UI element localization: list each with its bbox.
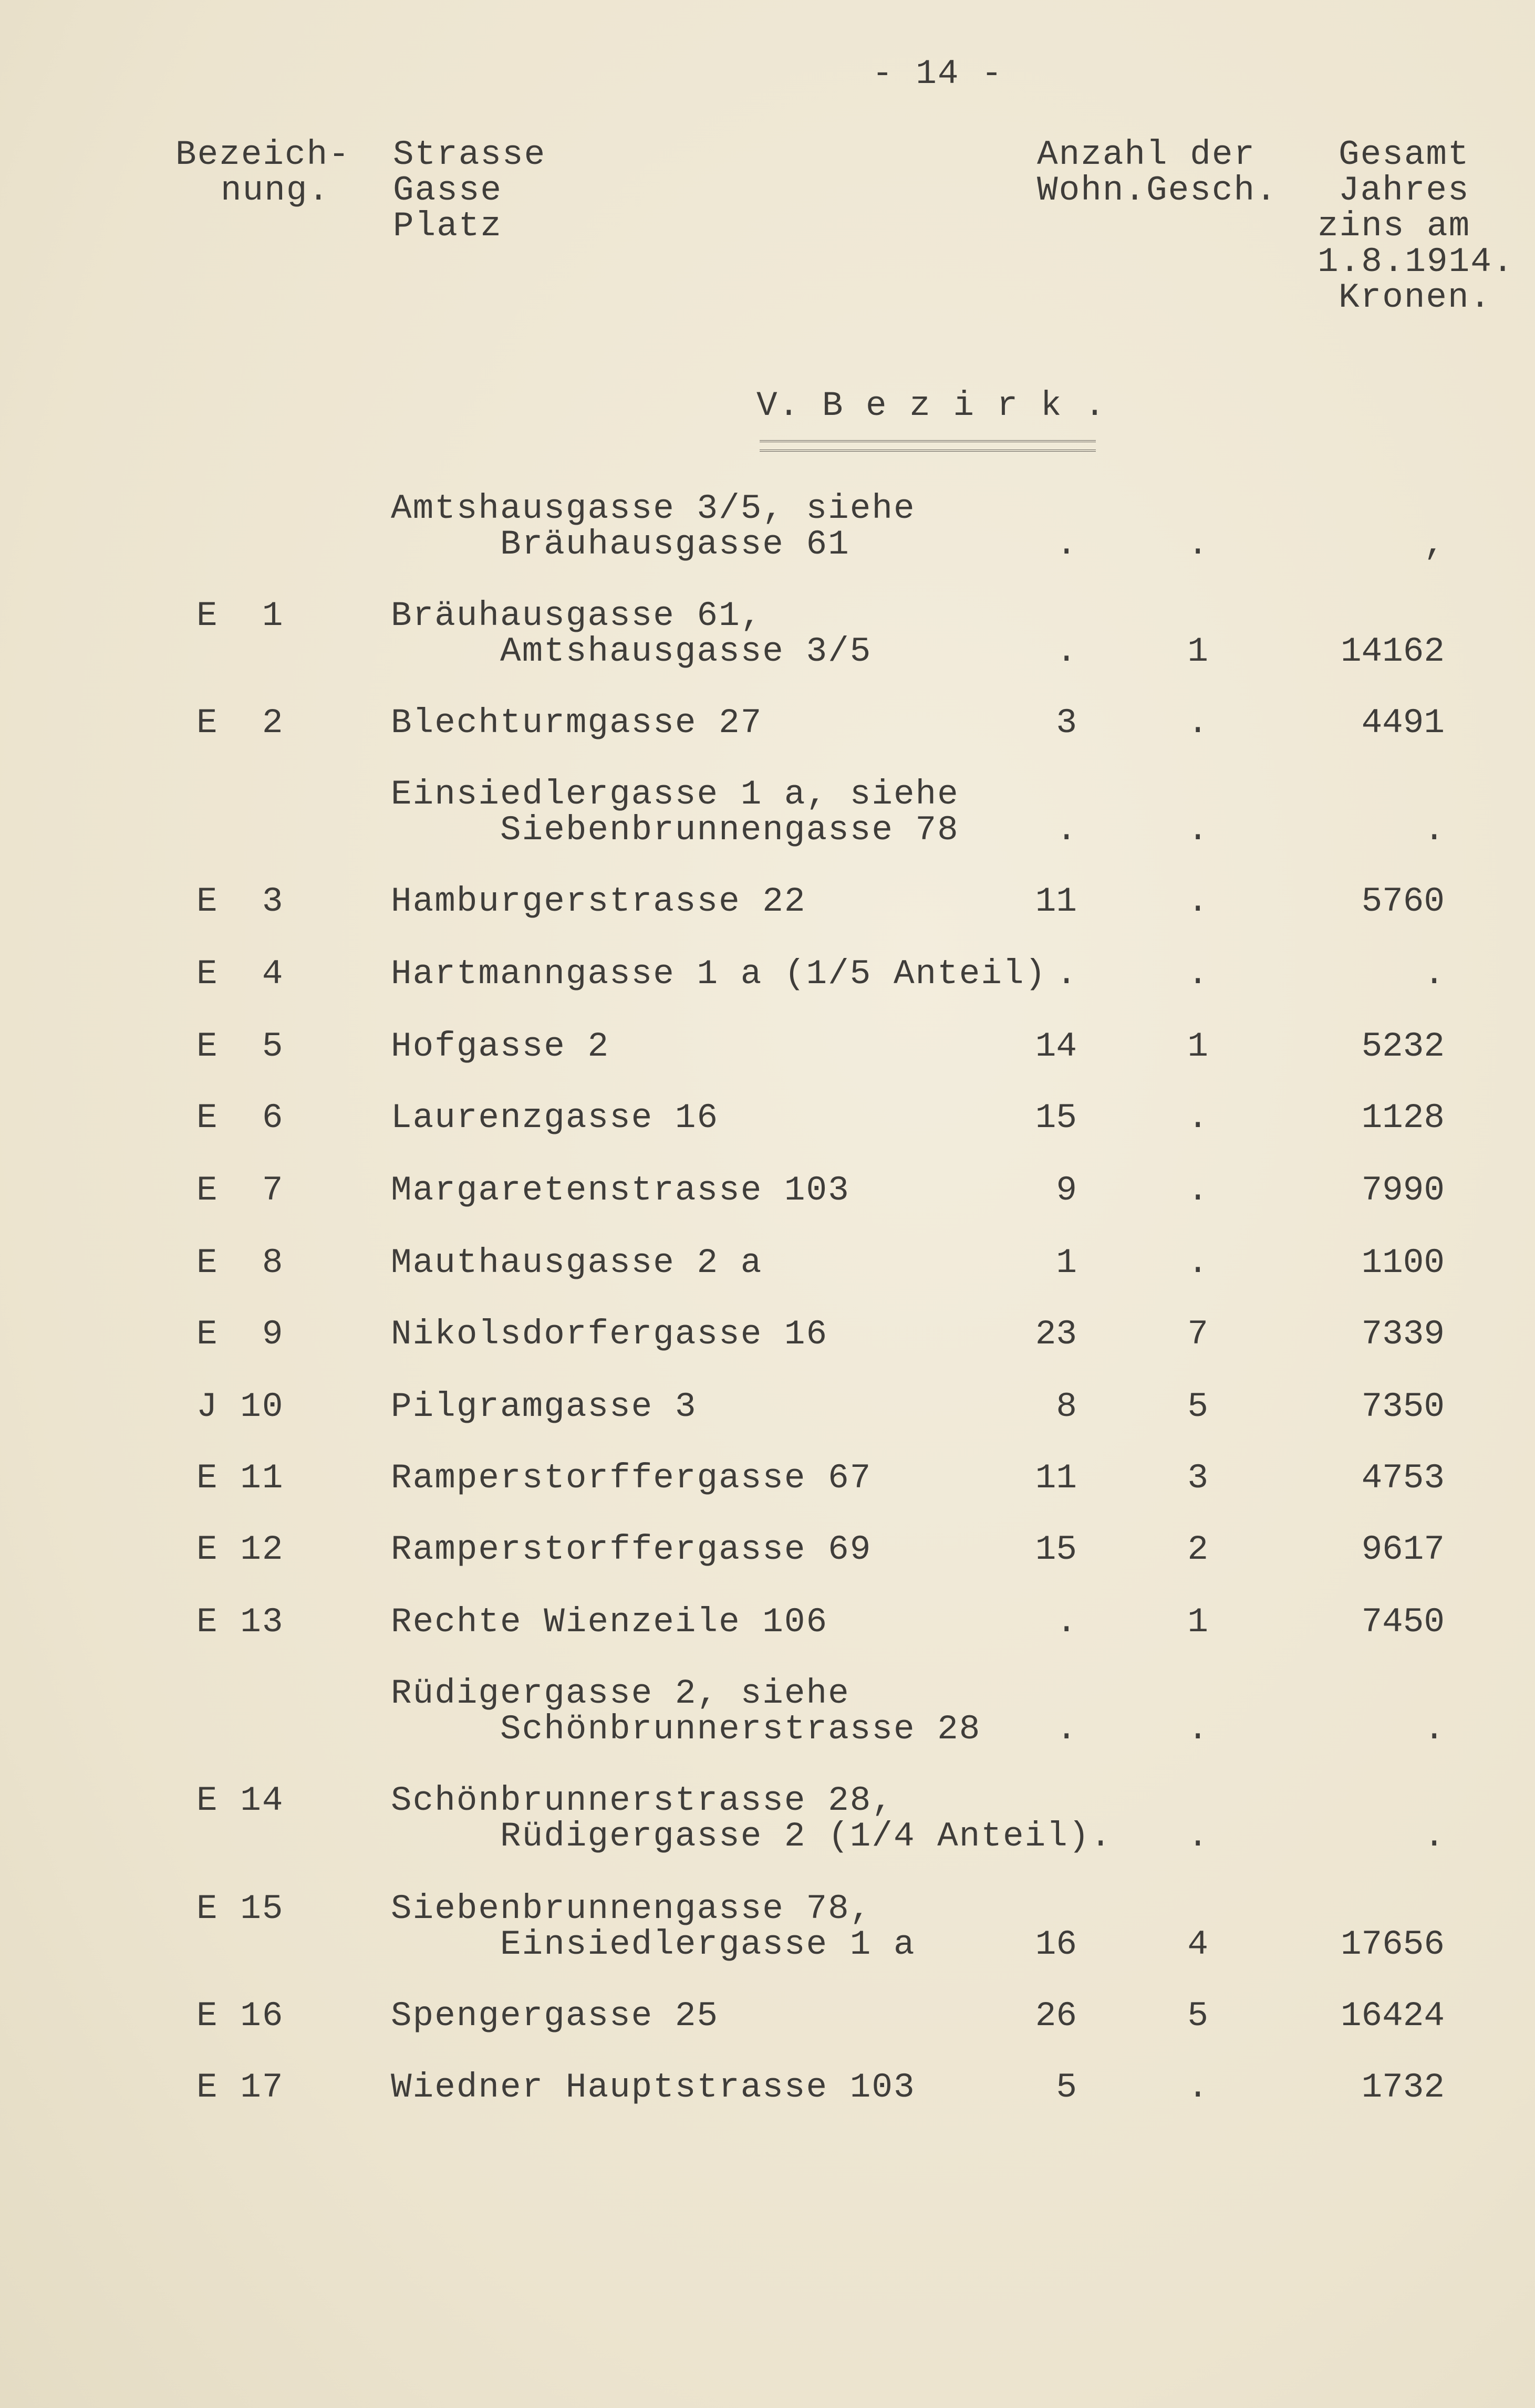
row-street: Hamburgerstrasse 22 <box>391 882 806 921</box>
row-code: E 12 <box>196 1530 284 1569</box>
row-street: Laurenzgasse 16 <box>391 1098 719 1138</box>
header-anzahl-line1: Anzahl der <box>1037 135 1256 174</box>
row-wohn: . <box>1056 632 1077 671</box>
header-strasse-line1: Strasse <box>393 135 546 174</box>
row-wohn: 3 <box>1056 703 1077 743</box>
row-zins: 1100 <box>1361 1243 1445 1283</box>
row-gesch: 3 <box>1187 1458 1208 1498</box>
row-wohn: 14 <box>1035 1027 1077 1066</box>
row-code: E 14 <box>196 1781 284 1820</box>
row-street: Wiedner Hauptstrasse 103 <box>391 2068 916 2107</box>
row-gesch: 7 <box>1187 1315 1208 1354</box>
row-zins: 1732 <box>1361 2068 1445 2107</box>
page-number: - 14 - <box>872 54 1003 93</box>
row-street: Ramperstorffergasse 69 <box>391 1530 872 1569</box>
row-wohn: 8 <box>1056 1387 1077 1426</box>
row-code: E 15 <box>196 1889 284 1929</box>
row-code: E 8 <box>196 1243 284 1283</box>
row-gesch: . <box>1187 525 1208 564</box>
row-street: Hofgasse 2 <box>391 1027 610 1066</box>
row-zins: . <box>1424 810 1445 850</box>
row-gesch: 1 <box>1187 632 1208 671</box>
row-street: Bräuhausgasse 61, <box>391 596 763 635</box>
row-street: Schönbrunnerstrasse 28 <box>391 1709 981 1749</box>
row-wohn: . <box>1056 954 1077 994</box>
row-zins: 17656 <box>1340 1925 1445 1964</box>
row-street: Siebenbrunnengasse 78 <box>391 810 959 850</box>
row-street: Bräuhausgasse 61 <box>391 525 850 564</box>
row-zins: 1128 <box>1361 1098 1445 1138</box>
row-gesch: 4 <box>1187 1925 1208 1964</box>
row-street: Ramperstorffergasse 67 <box>391 1458 872 1498</box>
header-bezeichnung-line1: Bezeich- <box>175 135 350 174</box>
row-zins: 14162 <box>1340 632 1445 671</box>
row-street: Rechte Wienzeile 106 <box>391 1602 828 1642</box>
row-wohn: 26 <box>1035 1996 1077 2036</box>
header-anzahl-line2: Wohn.Gesch. <box>1037 171 1278 210</box>
row-street: Rüdigergasse 2 (1/4 Anteil). <box>391 1817 1113 1856</box>
header-strasse-line2: Gasse <box>393 171 503 210</box>
row-gesch: 5 <box>1187 1996 1208 2036</box>
row-code: E 3 <box>196 882 284 921</box>
row-zins: 7990 <box>1361 1171 1445 1210</box>
row-zins: , <box>1424 525 1445 564</box>
row-street: Spengergasse 25 <box>391 1996 719 2036</box>
row-street: Siebenbrunnengasse 78, <box>391 1889 872 1929</box>
row-code: E 5 <box>196 1027 284 1066</box>
row-code: E 1 <box>196 596 284 635</box>
row-zins: 7350 <box>1361 1387 1445 1426</box>
header-gesamt-line2: Jahres <box>1339 171 1470 210</box>
row-zins: 5232 <box>1361 1027 1445 1066</box>
row-gesch: . <box>1187 2068 1208 2107</box>
row-zins: 5760 <box>1361 882 1445 921</box>
row-gesch: . <box>1187 810 1208 850</box>
row-wohn: 9 <box>1056 1171 1077 1210</box>
row-code: E 11 <box>196 1458 284 1498</box>
row-code: E 6 <box>196 1098 284 1138</box>
row-gesch: 5 <box>1187 1387 1208 1426</box>
row-code: E 13 <box>196 1602 284 1642</box>
row-street: Mauthausgasse 2 a <box>391 1243 763 1283</box>
section-title: V. B e z i r k . <box>756 386 1106 425</box>
row-code: E 9 <box>196 1315 284 1354</box>
row-code: E 17 <box>196 2068 284 2107</box>
row-gesch: . <box>1187 954 1208 994</box>
row-street: Amtshausgasse 3/5 <box>391 632 872 671</box>
row-wohn: 11 <box>1035 1458 1077 1498</box>
row-code: E 7 <box>196 1171 284 1210</box>
row-street: Margaretenstrasse 103 <box>391 1171 850 1210</box>
row-street: Amtshausgasse 3/5, siehe <box>391 489 916 528</box>
row-gesch: . <box>1187 1243 1208 1283</box>
row-wohn: 15 <box>1035 1530 1077 1569</box>
row-street: Nikolsdorfergasse 16 <box>391 1315 828 1354</box>
header-gesamt-line1: Gesamt <box>1339 135 1470 174</box>
row-zins: 4753 <box>1361 1458 1445 1498</box>
header-gesamt-line3: zins am <box>1318 206 1471 246</box>
row-zins: . <box>1424 954 1445 994</box>
row-wohn: . <box>1056 1602 1077 1642</box>
row-gesch: . <box>1187 882 1208 921</box>
row-wohn: . <box>1056 525 1077 564</box>
header-gesamt-line5: Kronen. <box>1339 278 1492 317</box>
row-zins: 9617 <box>1361 1530 1445 1569</box>
row-gesch: . <box>1187 703 1208 743</box>
row-zins: . <box>1424 1709 1445 1749</box>
row-code: E 16 <box>196 1996 284 2036</box>
row-zins: 4491 <box>1361 703 1445 743</box>
row-zins: 7339 <box>1361 1315 1445 1354</box>
row-street: Blechturmgasse 27 <box>391 703 763 743</box>
row-wohn: 1 <box>1056 1243 1077 1283</box>
row-street: Hartmanngasse 1 a (1/5 Anteil) <box>391 954 1047 994</box>
header-strasse-line3: Platz <box>393 206 503 246</box>
row-gesch: 1 <box>1187 1602 1208 1642</box>
row-wohn: . <box>1056 1709 1077 1749</box>
row-zins: 16424 <box>1340 1996 1445 2036</box>
row-gesch: . <box>1187 1817 1208 1856</box>
row-gesch: 1 <box>1187 1027 1208 1066</box>
row-gesch: 2 <box>1187 1530 1208 1569</box>
row-gesch: . <box>1187 1171 1208 1210</box>
row-wohn: 5 <box>1056 2068 1077 2107</box>
row-code: E 4 <box>196 954 284 994</box>
row-gesch: . <box>1187 1098 1208 1138</box>
row-zins: . <box>1424 1817 1445 1856</box>
header-gesamt-line4: 1.8.1914. <box>1318 242 1515 282</box>
row-street: Schönbrunnerstrasse 28, <box>391 1781 894 1820</box>
header-bezeichnung-line2: nung. <box>221 171 330 210</box>
row-wohn: 16 <box>1035 1925 1077 1964</box>
row-street: Rüdigergasse 2, siehe <box>391 1674 850 1713</box>
row-code: J 10 <box>196 1387 284 1426</box>
row-zins: 7450 <box>1361 1602 1445 1642</box>
row-wohn: . <box>1056 810 1077 850</box>
row-street: Einsiedlergasse 1 a <box>391 1925 916 1964</box>
row-wohn: 23 <box>1035 1315 1077 1354</box>
row-wohn: 11 <box>1035 882 1077 921</box>
row-wohn: 15 <box>1035 1098 1077 1138</box>
section-title-underline <box>760 440 1096 452</box>
row-code: E 2 <box>196 703 284 743</box>
row-street: Pilgramgasse 3 <box>391 1387 697 1426</box>
row-street: Einsiedlergasse 1 a, siehe <box>391 775 959 814</box>
row-gesch: . <box>1187 1709 1208 1749</box>
